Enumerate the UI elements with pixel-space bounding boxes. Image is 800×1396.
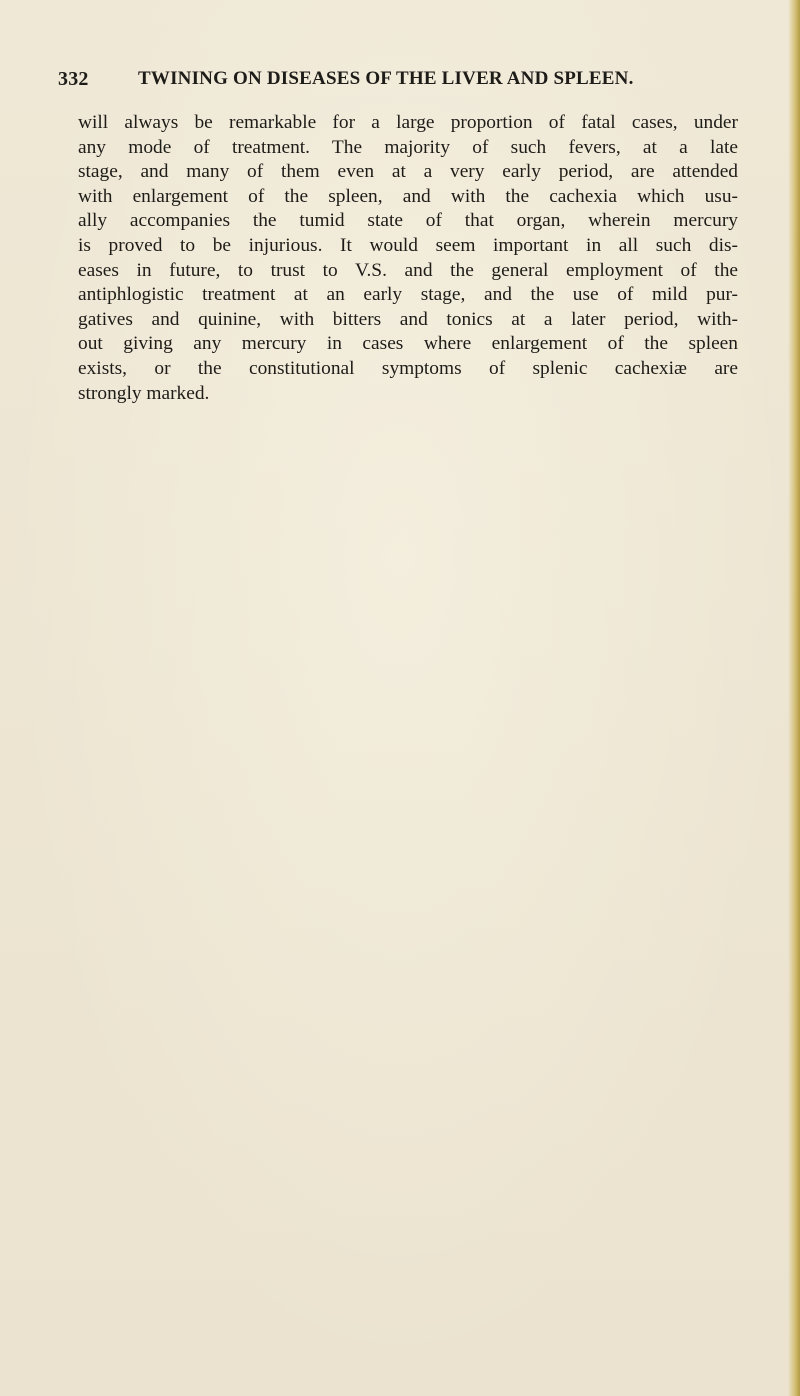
text-line: strongly marked. xyxy=(78,382,210,404)
text-line: any mode of treatment. The majority of such fevers, at a late xyxy=(78,136,738,158)
running-head-title: TWINING ON DISEASES OF THE LIVER AND SPLEEN. xyxy=(138,68,634,89)
text-line: ally accompanies the tumid state of that organ, wherein mercury xyxy=(78,210,738,232)
page-number: 332 xyxy=(58,68,89,90)
body-paragraph xyxy=(78,111,738,406)
text-line: exists, or the constitutional symptoms of splenic cachexiæ are xyxy=(78,357,738,379)
text-line: with enlargement of the spleen, and with the cachexia which usu- xyxy=(78,185,738,207)
text-line: gatives and quinine, with bitters and tonics at a later period, with- xyxy=(78,308,738,330)
text-line: is proved to be injurious. It would seem important in all such dis- xyxy=(78,234,738,256)
text-line: antiphlogistic treatment at an early stage, and the use of mild pur- xyxy=(78,284,738,306)
text-line: stage, and many of them even at a very early period, are attended xyxy=(78,161,738,183)
text-line: eases in future, to trust to V.S. and the general employment of the xyxy=(78,259,738,281)
page-edge xyxy=(788,0,800,1396)
text-line: will always be remarkable for a large proportion of fatal cases, under xyxy=(78,112,738,133)
text-line: out giving any mercury in cases where enlargement of the spleen xyxy=(78,333,738,355)
running-head xyxy=(58,68,748,100)
